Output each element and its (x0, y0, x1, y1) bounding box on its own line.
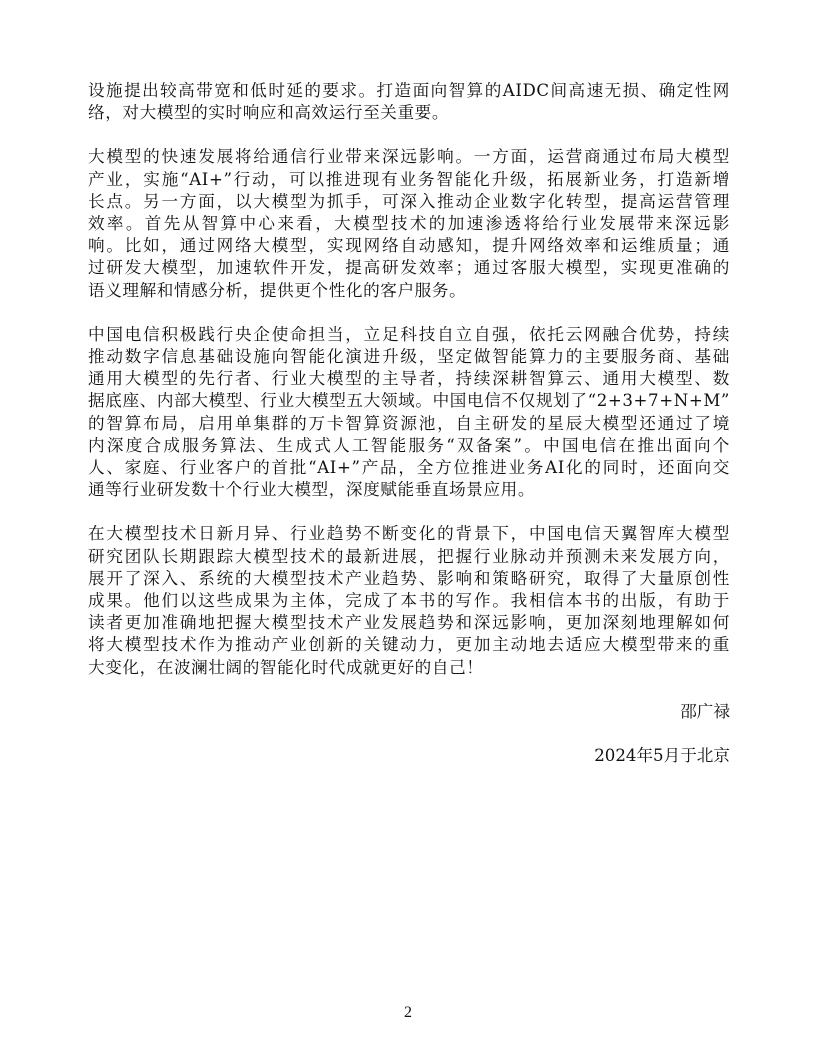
text-line: 络，对大模型的实时响应和高效运行至关重要。 (88, 103, 450, 123)
text-line: 通用大模型的先行者、行业大模型的主导者，持续深耕智算云、通用大模型、数 (88, 369, 730, 389)
text-line: 过研发大模型，加速软件开发，提高研发效率；通过客服大模型，实现更准确的 (88, 258, 730, 278)
document-page (88, 80, 730, 767)
text-line: 展开了深入、系统的大模型技术产业趋势、影响和策略研究，取得了大量原创性 (88, 568, 730, 588)
text-line: 效率。首先从智算中心来看，大模型技术的加速渗透将给行业发展带来深远影 (88, 214, 730, 234)
text-line: 设施提出较高带宽和低时延的要求。打造面向智算的AIDC间高速无损、确定性网 (88, 81, 730, 100)
signature-name: 邵广禄 (680, 701, 730, 721)
text-line: 语义理解和情感分析，提供更个性化的客户服务。 (88, 280, 467, 300)
text-line: 的智算布局，启用单集群的万卡智算资源池，自主研发的星辰大模型还通过了境 (88, 413, 730, 433)
text-line: 将大模型技术作为推动产业创新的关键动力，更加主动地去适应大模型带来的重 (88, 635, 730, 655)
text-line: 大变化，在波澜壮阔的智能化时代成就更好的自己！ (88, 657, 484, 677)
text-line: 通等行业研发数十个行业大模型，深度赋能垂直场景应用。 (88, 480, 536, 500)
signature-date: 2024年5月于北京 (594, 745, 730, 765)
paragraph-1 (88, 80, 730, 124)
text-line: 大模型的快速发展将给通信行业带来深远影响。一方面，运营商通过布局大模型 (88, 147, 730, 167)
text-line: 响。比如，通过网络大模型，实现网络自动感知，提升网络效率和运维质量；通 (88, 236, 730, 256)
text-line: 中国电信积极践行央企使命担当，立足科技自立自强，依托云网融合优势，持续 (88, 324, 730, 344)
paragraph-3 (88, 324, 730, 502)
text-line: 据底座、内部大模型、行业大模型五大领域。中国电信不仅规划了“2+3+7+N+M” (88, 391, 730, 411)
text-line: 推动数字信息基础设施向智能化演进升级，坚定做智能算力的主要服务商、基础 (88, 347, 730, 367)
text-line: 长点。另一方面，以大模型为抓手，可深入推动企业数字化转型，提高运营管理 (88, 191, 730, 211)
paragraph-4 (88, 523, 730, 678)
paragraph-2 (88, 146, 730, 301)
text-line: 成果。他们以这些成果为主体，完成了本书的写作。我相信本书的出版，有助于 (88, 591, 730, 611)
text-line: 产业，实施“AI+”行动，可以推进现有业务智能化升级，拓展新业务，打造新增 (88, 169, 730, 189)
text-line: 读者更加准确地把握大模型技术产业发展趋势和深远影响，更加深刻地理解如何 (88, 613, 730, 633)
text-line: 人、家庭、行业客户的首批“AI+”产品，全方位推进业务AI化的同时，还面向交 (88, 458, 730, 478)
text-line: 在大模型技术日新月异、行业趋势不断变化的背景下，中国电信天翼智库大模型 (88, 524, 730, 544)
page-number: 2 (404, 1004, 412, 1021)
text-line: 研究团队长期跟踪大模型技术的最新进展，把握行业脉动并预测未来发展方向， (88, 546, 730, 566)
text-line: 内深度合成服务算法、生成式人工智能服务“双备案”。中国电信在推出面向个 (88, 435, 730, 455)
